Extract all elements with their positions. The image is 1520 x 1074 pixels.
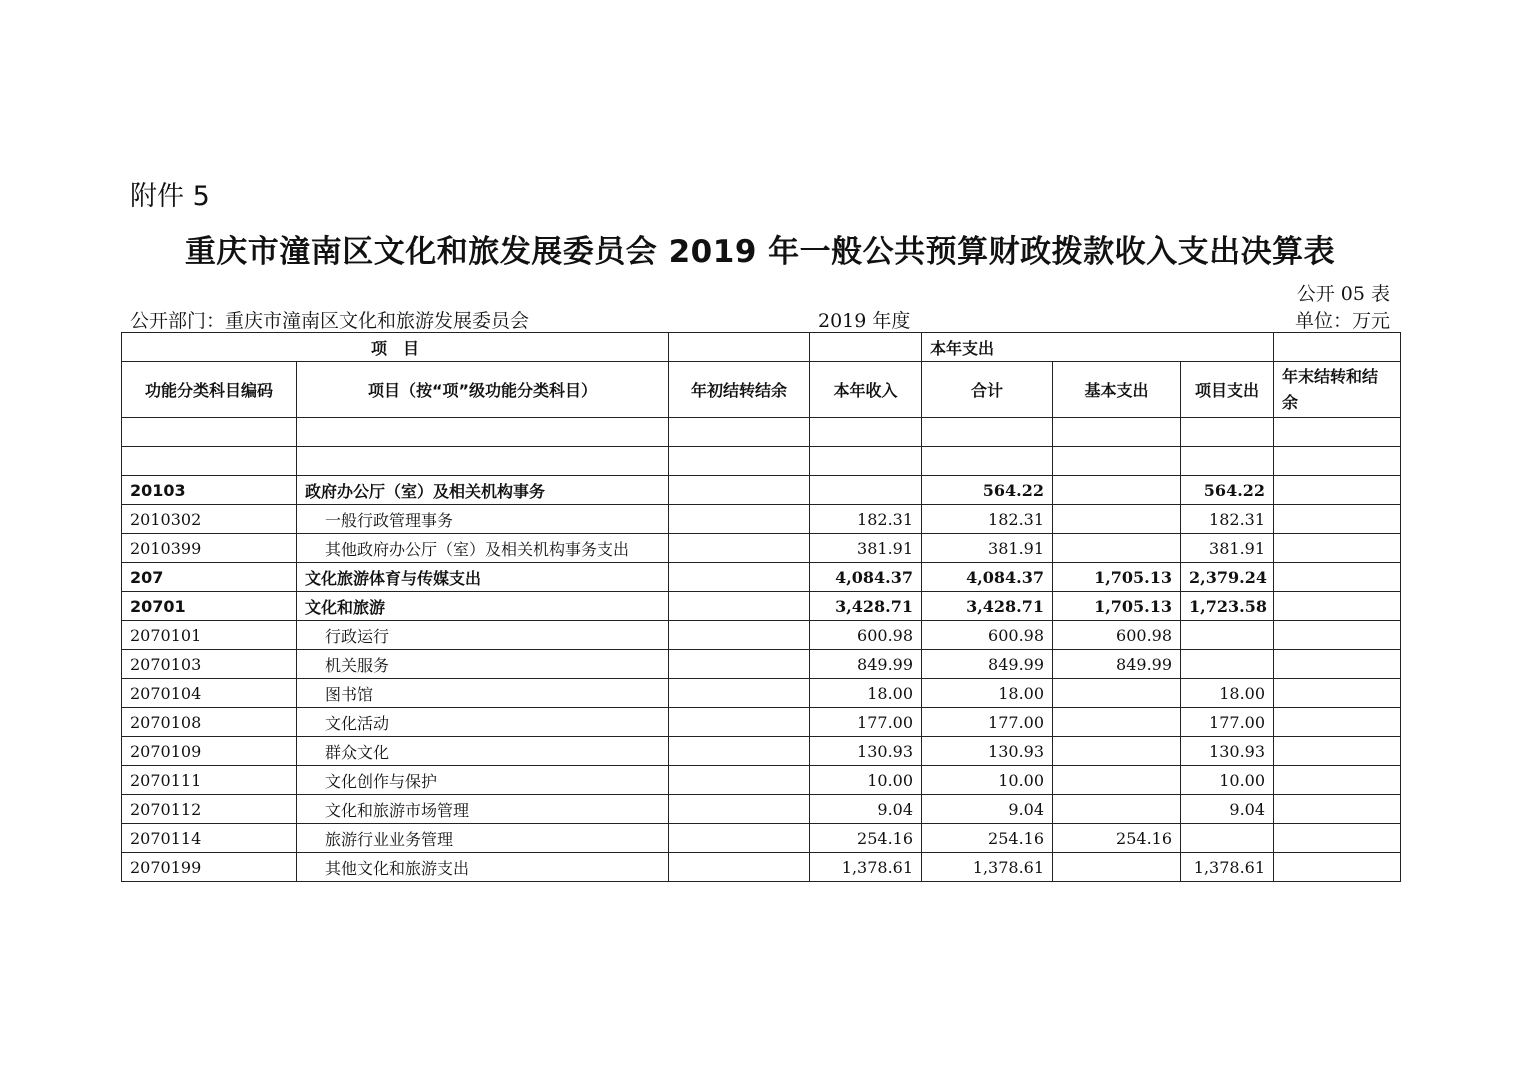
- row-closing: [1274, 563, 1401, 592]
- row-code: 2070101: [122, 621, 297, 650]
- row-code: 207: [122, 563, 297, 592]
- row-closing: [1274, 853, 1401, 882]
- row-basic: [1053, 737, 1181, 766]
- department-label: 公开部门：重庆市潼南区文化和旅游发展委员会: [130, 310, 530, 332]
- row-opening: [669, 679, 810, 708]
- header-code: 功能分类科目编码: [122, 362, 297, 418]
- row-project: [1181, 621, 1274, 650]
- table-row: [122, 563, 1401, 592]
- table-row: [122, 621, 1401, 650]
- row-opening: [669, 824, 810, 853]
- page-title: 重庆市潼南区文化和旅发展委员会 2019 年一般公共预算财政拨款收入支出决算表: [184, 234, 1336, 270]
- row-project: [1181, 650, 1274, 679]
- row-opening: [669, 853, 810, 882]
- header-basic: 基本支出: [1053, 362, 1181, 418]
- row-basic: [1053, 708, 1181, 737]
- row-closing: [1274, 737, 1401, 766]
- row-opening: [669, 737, 810, 766]
- form-number: 公开 05 表: [1296, 283, 1390, 305]
- row-project: 177.00: [1181, 708, 1274, 737]
- row-total: 177.00: [922, 708, 1053, 737]
- row-opening: [669, 766, 810, 795]
- row-income: 381.91: [810, 534, 922, 563]
- row-basic: [1053, 795, 1181, 824]
- attachment-label: 附件 5: [130, 181, 210, 212]
- row-closing: [1274, 795, 1401, 824]
- row-income: [810, 476, 922, 505]
- row-code: 2070114: [122, 824, 297, 853]
- table-row: [122, 534, 1401, 563]
- row-code: 20103: [122, 476, 297, 505]
- blank-row: [122, 418, 1401, 447]
- row-total: 564.22: [922, 476, 1053, 505]
- row-opening: [669, 563, 810, 592]
- row-basic: [1053, 766, 1181, 795]
- row-income: 10.00: [810, 766, 922, 795]
- row-basic: 254.16: [1053, 824, 1181, 853]
- row-name: 行政运行: [297, 621, 669, 650]
- row-total: 18.00: [922, 679, 1053, 708]
- row-income: 182.31: [810, 505, 922, 534]
- row-name: 文化活动: [297, 708, 669, 737]
- row-basic: [1053, 505, 1181, 534]
- row-name: 文化和旅游: [297, 592, 669, 621]
- row-name: 群众文化: [297, 737, 669, 766]
- row-basic: [1053, 534, 1181, 563]
- row-name: 图书馆: [297, 679, 669, 708]
- header-expense-group: 本年支出: [922, 333, 1274, 362]
- row-total: 381.91: [922, 534, 1053, 563]
- header-opening: 年初结转结余: [669, 362, 810, 418]
- header-empty-closing: [1274, 333, 1401, 362]
- row-code: 2010302: [122, 505, 297, 534]
- row-project: 130.93: [1181, 737, 1274, 766]
- table-row: [122, 476, 1401, 505]
- header-row-group: [122, 333, 1401, 362]
- row-code: 20701: [122, 592, 297, 621]
- row-total: 9.04: [922, 795, 1053, 824]
- row-code: 2070111: [122, 766, 297, 795]
- table-row: [122, 505, 1401, 534]
- row-income: 177.00: [810, 708, 922, 737]
- table-row: [122, 650, 1401, 679]
- row-closing: [1274, 679, 1401, 708]
- row-opening: [669, 505, 810, 534]
- table-row: [122, 592, 1401, 621]
- row-code: 2070104: [122, 679, 297, 708]
- table-row: [122, 824, 1401, 853]
- row-code: 2070109: [122, 737, 297, 766]
- row-income: 600.98: [810, 621, 922, 650]
- row-total: 1,378.61: [922, 853, 1053, 882]
- row-project: 10.00: [1181, 766, 1274, 795]
- row-basic: 849.99: [1053, 650, 1181, 679]
- row-opening: [669, 592, 810, 621]
- row-code: 2070103: [122, 650, 297, 679]
- row-name: 文化旅游体育与传媒支出: [297, 563, 669, 592]
- unit-label: 单位：万元: [1294, 310, 1390, 332]
- row-basic: 1,705.13: [1053, 563, 1181, 592]
- year-label: 2019 年度: [818, 310, 911, 332]
- row-opening: [669, 650, 810, 679]
- row-name: 机关服务: [297, 650, 669, 679]
- row-code: 2070112: [122, 795, 297, 824]
- row-basic: [1053, 853, 1181, 882]
- row-total: 182.31: [922, 505, 1053, 534]
- row-closing: [1274, 708, 1401, 737]
- row-name: 其他政府办公厅（室）及相关机构事务支出: [297, 534, 669, 563]
- header-row-columns: [122, 362, 1401, 418]
- header-total: 合计: [922, 362, 1053, 418]
- row-income: 4,084.37: [810, 563, 922, 592]
- row-project: 1,378.61: [1181, 853, 1274, 882]
- row-total: 600.98: [922, 621, 1053, 650]
- table-row: [122, 737, 1401, 766]
- row-project: 1,723.58: [1181, 592, 1274, 621]
- row-basic: [1053, 679, 1181, 708]
- header-project: 项目支出: [1181, 362, 1274, 418]
- blank-row: [122, 447, 1401, 476]
- row-basic: 600.98: [1053, 621, 1181, 650]
- header-item-group: 项 目: [122, 333, 669, 362]
- row-opening: [669, 476, 810, 505]
- row-closing: [1274, 650, 1401, 679]
- row-name: 一般行政管理事务: [297, 505, 669, 534]
- row-closing: [1274, 505, 1401, 534]
- header-empty-opening: [669, 333, 810, 362]
- row-project: 564.22: [1181, 476, 1274, 505]
- row-code: 2070199: [122, 853, 297, 882]
- budget-table: [121, 332, 1401, 882]
- row-total: 10.00: [922, 766, 1053, 795]
- table-row: [122, 679, 1401, 708]
- row-income: 130.93: [810, 737, 922, 766]
- row-total: 4,084.37: [922, 563, 1053, 592]
- row-income: 3,428.71: [810, 592, 922, 621]
- row-basic: 1,705.13: [1053, 592, 1181, 621]
- header-closing: 年末结转和结余: [1274, 362, 1401, 418]
- row-total: 3,428.71: [922, 592, 1053, 621]
- row-name: 文化和旅游市场管理: [297, 795, 669, 824]
- row-income: 849.99: [810, 650, 922, 679]
- row-project: 9.04: [1181, 795, 1274, 824]
- row-opening: [669, 708, 810, 737]
- row-basic: [1053, 476, 1181, 505]
- row-code: 2010399: [122, 534, 297, 563]
- row-name: 政府办公厅（室）及相关机构事务: [297, 476, 669, 505]
- table-row: [122, 766, 1401, 795]
- row-closing: [1274, 592, 1401, 621]
- row-project: 18.00: [1181, 679, 1274, 708]
- row-closing: [1274, 766, 1401, 795]
- row-project: 381.91: [1181, 534, 1274, 563]
- header-name: 项目（按“项”级功能分类科目）: [297, 362, 669, 418]
- row-name: 文化创作与保护: [297, 766, 669, 795]
- row-income: 9.04: [810, 795, 922, 824]
- row-project: [1181, 824, 1274, 853]
- row-total: 849.99: [922, 650, 1053, 679]
- row-opening: [669, 534, 810, 563]
- row-closing: [1274, 534, 1401, 563]
- row-closing: [1274, 476, 1401, 505]
- table-row: [122, 708, 1401, 737]
- row-opening: [669, 795, 810, 824]
- row-name: 其他文化和旅游支出: [297, 853, 669, 882]
- row-name: 旅游行业业务管理: [297, 824, 669, 853]
- table-row: [122, 853, 1401, 882]
- row-income: 18.00: [810, 679, 922, 708]
- row-project: 2,379.24: [1181, 563, 1274, 592]
- row-closing: [1274, 824, 1401, 853]
- row-total: 130.93: [922, 737, 1053, 766]
- row-project: 182.31: [1181, 505, 1274, 534]
- row-closing: [1274, 621, 1401, 650]
- header-empty-income: [810, 333, 922, 362]
- row-total: 254.16: [922, 824, 1053, 853]
- row-income: 1,378.61: [810, 853, 922, 882]
- table-row: [122, 795, 1401, 824]
- row-opening: [669, 621, 810, 650]
- row-income: 254.16: [810, 824, 922, 853]
- header-income: 本年收入: [810, 362, 922, 418]
- row-code: 2070108: [122, 708, 297, 737]
